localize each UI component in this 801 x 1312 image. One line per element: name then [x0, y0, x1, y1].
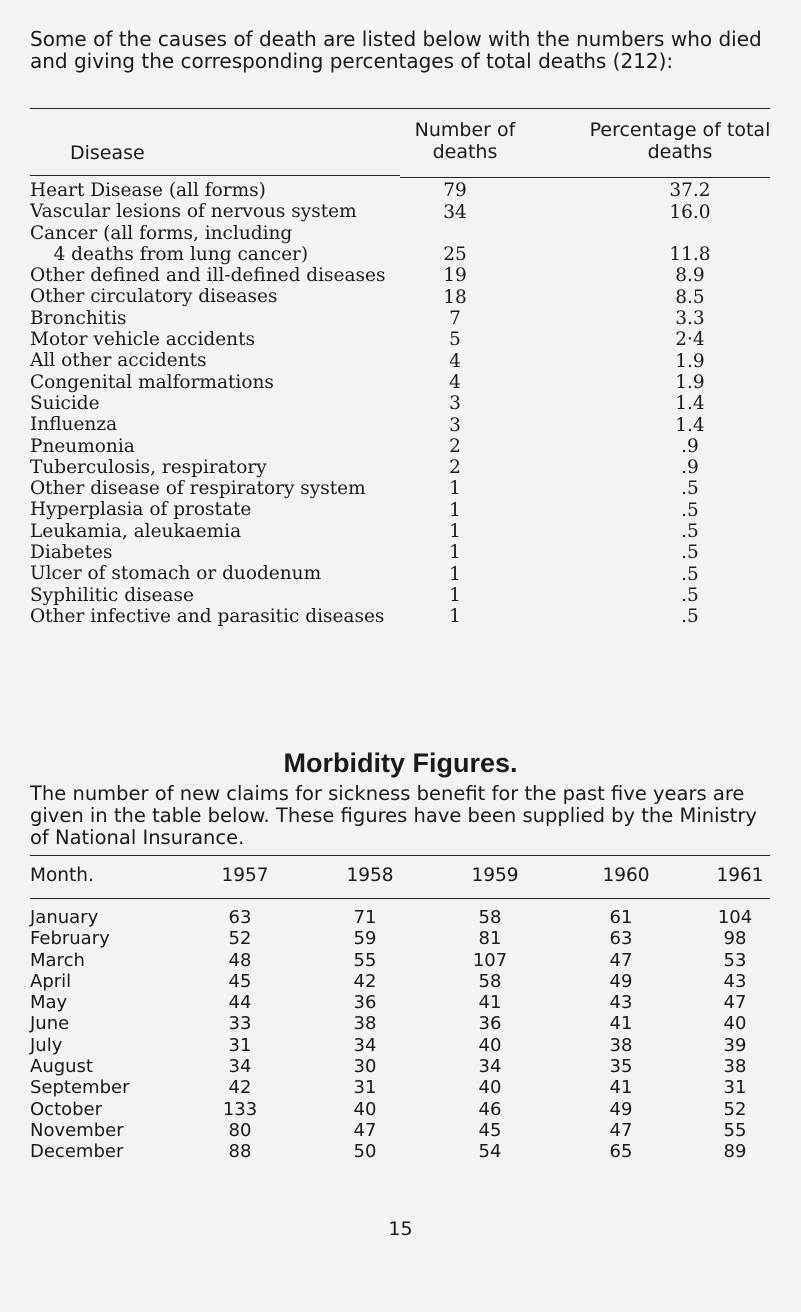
claims-cell: 47: [609, 1119, 633, 1141]
table-row: [30, 585, 770, 606]
year-column-header: 1961: [716, 865, 764, 886]
number-cell: 4: [449, 371, 461, 393]
table-row: [30, 308, 770, 329]
table-row: [30, 223, 770, 266]
number-cell: 1: [449, 563, 461, 585]
month-cell: February: [30, 928, 110, 950]
claims-cell: 40: [478, 1077, 502, 1099]
claims-cell: 50: [353, 1141, 377, 1163]
claims-cell: 39: [723, 1034, 747, 1056]
claims-cell: 40: [353, 1098, 377, 1120]
table-row: [30, 499, 770, 520]
percentage-cell: 3.3: [675, 308, 705, 330]
claims-cell: 133: [222, 1098, 258, 1120]
number-cell: 7: [449, 308, 461, 330]
month-cell: November: [30, 1119, 124, 1141]
month-cell: May: [30, 992, 68, 1014]
claims-cell: 31: [723, 1077, 747, 1099]
number-cell: 25: [443, 244, 467, 266]
percentage-cell: .5: [681, 521, 699, 543]
claims-cell: 36: [353, 992, 377, 1014]
claims-cell: 41: [478, 992, 502, 1014]
table-row: [30, 457, 770, 478]
percentage-cell: 37.2: [669, 180, 711, 202]
claims-cell: 38: [609, 1034, 633, 1056]
table-row: [30, 542, 770, 563]
claims-cell: 31: [228, 1034, 252, 1056]
number-cell: 1: [449, 478, 461, 500]
page-number: 15: [388, 1218, 413, 1240]
disease-cell: Suicide: [30, 392, 100, 414]
number-cell: 1: [449, 542, 461, 564]
month-cell: October: [30, 1098, 103, 1120]
month-cell: December: [30, 1141, 124, 1163]
percentage-cell: 8.5: [675, 286, 705, 308]
claims-cell: 52: [723, 1098, 747, 1120]
claims-cell: 42: [353, 970, 377, 992]
table-row: [30, 992, 770, 1013]
table-row: [30, 950, 770, 971]
year-column-header: 1960: [602, 865, 650, 886]
claims-cell: 104: [717, 907, 753, 928]
month-cell: June: [30, 1013, 70, 1035]
disease-cell: Motor vehicle accidents: [30, 329, 256, 351]
number-cell: 2: [449, 435, 461, 457]
claims-cell: 81: [478, 928, 502, 950]
claims-cell: 49: [609, 1098, 633, 1120]
percentage-cell: .5: [681, 499, 699, 521]
claims-cell: 36: [478, 1013, 502, 1035]
percentage-column-header: Percentage of total deaths: [589, 119, 771, 163]
percentage-cell: 1.4: [675, 393, 705, 415]
claims-cell: 63: [228, 907, 252, 928]
morbidity-table-header: [30, 855, 770, 899]
percentage-cell: 8.9: [675, 265, 705, 287]
claims-cell: 38: [723, 1056, 747, 1078]
number-cell: 18: [443, 286, 467, 308]
number-cell: 3: [449, 414, 461, 436]
table-row: [30, 1099, 770, 1120]
disease-cell: Heart Disease (all forms): [30, 180, 266, 201]
claims-cell: 35: [609, 1056, 633, 1078]
claims-cell: 55: [353, 949, 377, 971]
disease-cell: Influenza: [30, 414, 118, 436]
disease-cell: Vascular lesions of nervous system: [30, 201, 357, 223]
claims-cell: 33: [228, 1013, 252, 1035]
table-row: [30, 414, 770, 435]
intro-paragraph: Some of the causes of death are listed below with the numbers who died and giving the corresponding percentages of total deaths (212):: [30, 27, 762, 73]
claims-cell: 89: [723, 1141, 747, 1163]
claims-cell: 41: [609, 1077, 633, 1099]
claims-cell: 53: [723, 949, 747, 971]
claims-cell: 38: [353, 1013, 377, 1035]
claims-cell: 61: [609, 907, 633, 928]
morbidity-table: [30, 855, 770, 1163]
claims-cell: 71: [353, 907, 377, 928]
claims-cell: 48: [228, 949, 252, 971]
deaths-table-body: [30, 180, 770, 627]
claims-cell: 55: [723, 1119, 747, 1141]
disease-cell: Leukamia, aleukaemia: [30, 520, 242, 542]
table-row: [30, 521, 770, 542]
percentage-cell: .5: [681, 563, 699, 585]
number-cell: 1: [449, 584, 461, 606]
percentage-cell: .5: [681, 542, 699, 564]
claims-cell: 44: [228, 992, 252, 1014]
percentage-cell: .9: [681, 457, 699, 479]
claims-cell: 34: [478, 1056, 502, 1078]
disease-cell: Other disease of respiratory system: [30, 478, 366, 500]
year-column-header: 1958: [346, 865, 394, 886]
number-cell: 5: [449, 329, 461, 351]
disease-cell: All other accidents: [30, 350, 207, 372]
number-cell: 1: [449, 521, 461, 543]
morbidity-table-body: [30, 907, 770, 1163]
table-row: [30, 478, 770, 499]
table-row: [30, 907, 770, 928]
number-cell: 4: [449, 350, 461, 372]
table-row: [30, 971, 770, 992]
disease-cell: Cancer (all forms, including 4 deaths from lung cancer): [30, 222, 309, 265]
claims-cell: 40: [478, 1034, 502, 1056]
table-row: [30, 201, 770, 222]
disease-cell: Bronchitis: [30, 307, 127, 329]
table-row: [30, 1035, 770, 1056]
disease-column-header: Disease: [70, 142, 145, 164]
month-cell: August: [30, 1056, 93, 1078]
claims-cell: 59: [353, 928, 377, 950]
claims-cell: 43: [723, 970, 747, 992]
disease-cell: Pneumonia: [30, 435, 135, 457]
disease-cell: Other circulatory diseases: [30, 286, 278, 308]
year-column-header: 1959: [471, 865, 519, 886]
table-row: [30, 372, 770, 393]
claims-cell: 40: [723, 1013, 747, 1035]
claims-cell: 47: [609, 949, 633, 971]
disease-cell: Diabetes: [30, 542, 113, 564]
table-row: [30, 928, 770, 949]
year-column-header: 1957: [221, 865, 269, 886]
claims-cell: 54: [478, 1141, 502, 1163]
table-row: [30, 436, 770, 457]
number-cell: 34: [443, 201, 467, 223]
header-rule: [400, 177, 770, 178]
claims-cell: 34: [228, 1056, 252, 1078]
disease-cell: Ulcer of stomach or duodenum: [30, 563, 322, 585]
claims-cell: 63: [609, 928, 633, 950]
claims-cell: 42: [228, 1077, 252, 1099]
disease-cell: Syphilitic disease: [30, 584, 194, 606]
claims-cell: 43: [609, 992, 633, 1014]
claims-cell: 98: [723, 928, 747, 950]
percentage-cell: .9: [681, 435, 699, 457]
claims-cell: 88: [228, 1141, 252, 1163]
table-row: [30, 1077, 770, 1098]
number-cell: 3: [449, 393, 461, 415]
claims-cell: 31: [353, 1077, 377, 1099]
number-cell: 2: [449, 457, 461, 479]
percentage-cell: 1.9: [675, 350, 705, 372]
claims-cell: 47: [353, 1119, 377, 1141]
month-column-header: Month.: [30, 865, 94, 886]
table-row: [30, 1056, 770, 1077]
claims-cell: 58: [478, 970, 502, 992]
table-row: [30, 606, 770, 627]
month-cell: January: [30, 907, 99, 928]
morbidity-heading: Morbidity Figures.: [283, 748, 518, 778]
percentage-cell: .5: [681, 478, 699, 500]
number-column-header: Number of deaths: [414, 119, 516, 163]
claims-cell: 58: [478, 907, 502, 928]
table-row: [30, 329, 770, 350]
disease-cell: Congenital malformations: [30, 371, 274, 393]
claims-cell: 45: [228, 970, 252, 992]
claims-cell: 80: [228, 1119, 252, 1141]
table-row: [30, 1141, 770, 1162]
header-rule: [30, 175, 400, 176]
disease-cell: Other defined and ill-defined diseases: [30, 265, 386, 287]
number-cell: 79: [443, 180, 467, 202]
number-cell: 19: [443, 265, 467, 287]
disease-cell: Hyperplasia of prostate: [30, 499, 252, 521]
table-row: [30, 563, 770, 584]
deaths-table-header: [30, 108, 770, 177]
table-row: [30, 1013, 770, 1034]
month-cell: March: [30, 949, 85, 971]
month-cell: July: [30, 1034, 63, 1056]
table-row: [30, 286, 770, 307]
table-row: [30, 180, 770, 201]
percentage-cell: 1.4: [675, 414, 705, 436]
claims-cell: 65: [609, 1141, 633, 1163]
percentage-cell: .5: [681, 606, 699, 628]
percentage-cell: 16.0: [669, 201, 711, 223]
percentage-cell: .5: [681, 584, 699, 606]
claims-cell: 41: [609, 1013, 633, 1035]
claims-cell: 49: [609, 970, 633, 992]
claims-cell: 46: [478, 1098, 502, 1120]
claims-cell: 47: [723, 992, 747, 1014]
percentage-cell: 1.9: [675, 371, 705, 393]
disease-cell: Tuberculosis, respiratory: [30, 456, 267, 478]
table-row: [30, 350, 770, 371]
table-row: [30, 1120, 770, 1141]
claims-cell: 52: [228, 928, 252, 950]
morbidity-intro: The number of new claims for sickness benefit for the past five years are given in the table below. These figures have been supplied by the Ministry of National Insurance.: [30, 782, 757, 849]
percentage-cell: 2·4: [675, 329, 705, 351]
claims-cell: 30: [353, 1056, 377, 1078]
claims-cell: 107: [472, 949, 508, 971]
claims-cell: 34: [353, 1034, 377, 1056]
percentage-cell: 11.8: [669, 244, 711, 266]
claims-cell: 45: [478, 1119, 502, 1141]
month-cell: April: [30, 970, 72, 992]
disease-cell: Other infective and parasitic diseases: [30, 605, 385, 627]
month-cell: September: [30, 1077, 130, 1099]
table-row: [30, 265, 770, 286]
number-cell: 1: [449, 499, 461, 521]
number-cell: 1: [449, 606, 461, 628]
deaths-table: [30, 108, 771, 628]
table-row: [30, 393, 770, 414]
